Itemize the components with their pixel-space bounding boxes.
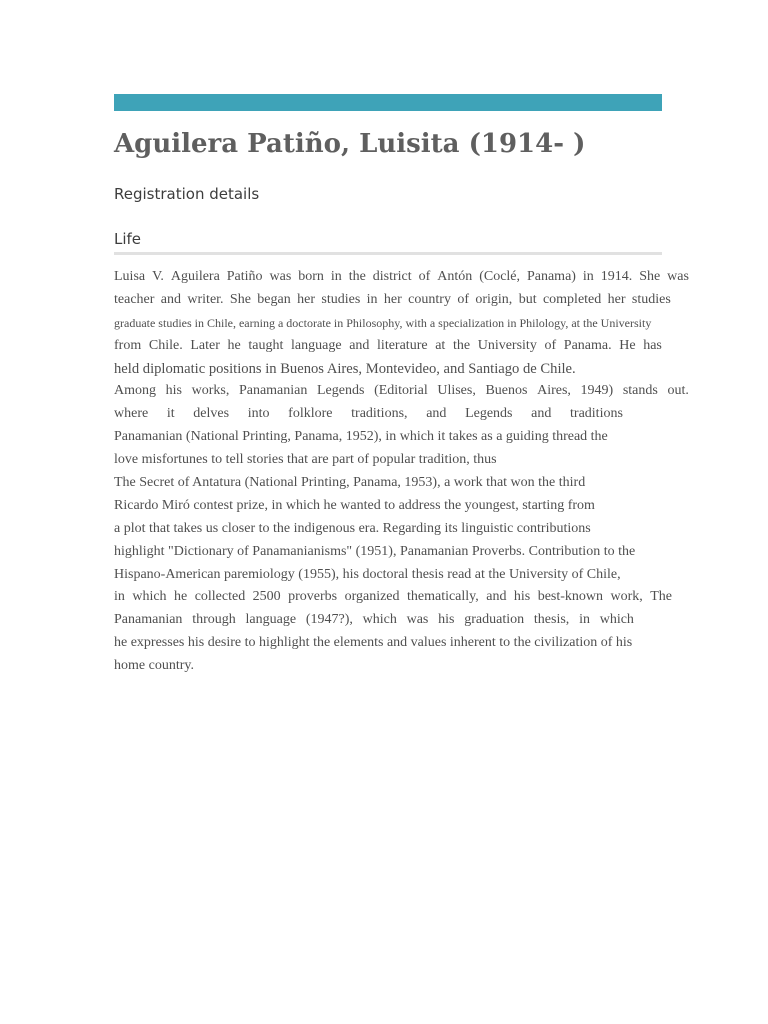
page-title: Aguilera Patiño, Luisita (1914- ) — [114, 129, 586, 159]
text-line: from Chile. Later he taught language and literature at the University of Panama. He has — [114, 337, 662, 353]
text-line: highlight "Dictionary of Panamanianisms" (1951), Panamanian Proverbs. Contribution to the — [114, 543, 636, 559]
text-line: in which he collected 2500 proverbs organized thematically, and his best-known work, The — [114, 589, 672, 605]
text-line: The Secret of Antatura (National Printing, Panama, 1953), a work that won the third — [114, 475, 586, 491]
text-line: Panamanian (National Printing, Panama, 1952), in which it takes as a guiding thread the — [114, 429, 608, 445]
text-line: he expresses his desire to highlight the elements and values inherent to the civilization of his — [114, 635, 633, 651]
text-line: graduate studies in Chile, earning a doctorate in Philosophy, with a specialization in Philology, at the University — [114, 315, 652, 330]
biography-text — [114, 266, 689, 678]
text-line: love misfortunes to tell stories that are part of popular tradition, thus — [114, 452, 497, 468]
registration-details-link[interactable]: Registration details — [114, 185, 260, 203]
section-heading-life: Life — [114, 230, 142, 248]
accent-bar — [114, 94, 662, 111]
text-line: held diplomatic positions in Buenos Aires, Montevideo, and Santiago de Chile. — [114, 360, 576, 377]
text-line: teacher and writer. She began her studies in her country of origin, but completed her studies — [114, 291, 671, 307]
text-line: Among his works, Panamanian Legends (Editorial Ulises, Buenos Aires, 1949) stands out. — [114, 383, 689, 399]
section-divider — [114, 252, 662, 255]
text-line: where it delves into folklore traditions, and Legends and traditions — [114, 406, 623, 422]
text-line: Panamanian through language (1947?), which was his graduation thesis, in which — [114, 612, 634, 628]
text-line: home country. — [114, 658, 194, 674]
text-line: Luisa V. Aguilera Patiño was born in the district of Antón (Coclé, Panama) in 1914. She was — [114, 269, 689, 284]
text-line: a plot that takes us closer to the indigenous era. Regarding its linguistic contributions — [114, 520, 591, 536]
text-line: Ricardo Miró contest prize, in which he wanted to address the youngest, starting from — [114, 497, 595, 513]
text-line: Hispano-American paremiology (1955), his doctoral thesis read at the University of Chile, — [114, 566, 621, 582]
